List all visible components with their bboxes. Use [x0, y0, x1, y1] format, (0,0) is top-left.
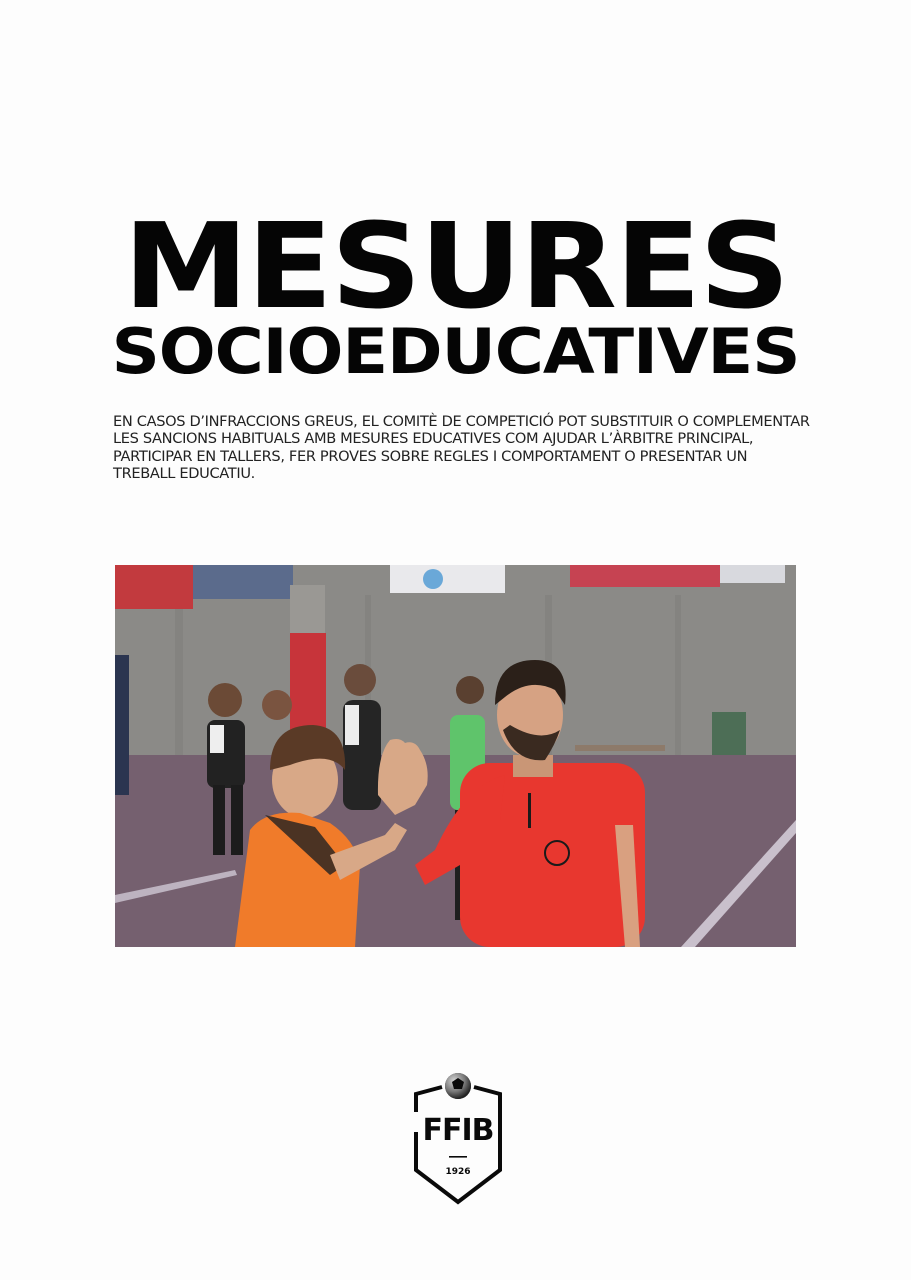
logo-year: 1926: [445, 1167, 471, 1177]
football-icon: [445, 1073, 471, 1099]
title-line-1: MESURES: [123, 197, 788, 336]
body-paragraph: EN CASOS D’INFRACCIONS GREUS, EL COMITÈ DE COMPETICIÓ POT SUBSTITUIR O COMPLEMENTAR LES SANCIONS HABITUALS AMB MESURES EDUCATIVES COM AJUDAR L’ÀRBITRE PRINCIPAL, PARTICIPAR EN TALLERS, FER PROVES SOBRE REGLES I COMPORTAMENT O PRESENTAR UN TREBALL EDUCATIU.: [113, 412, 810, 483]
title-line-2: SOCIOEDUCATIVES: [111, 315, 800, 389]
ffib-logo: [412, 1072, 504, 1206]
logo-wordmark: FFIB: [422, 1113, 494, 1148]
referee-photo: [115, 565, 796, 947]
